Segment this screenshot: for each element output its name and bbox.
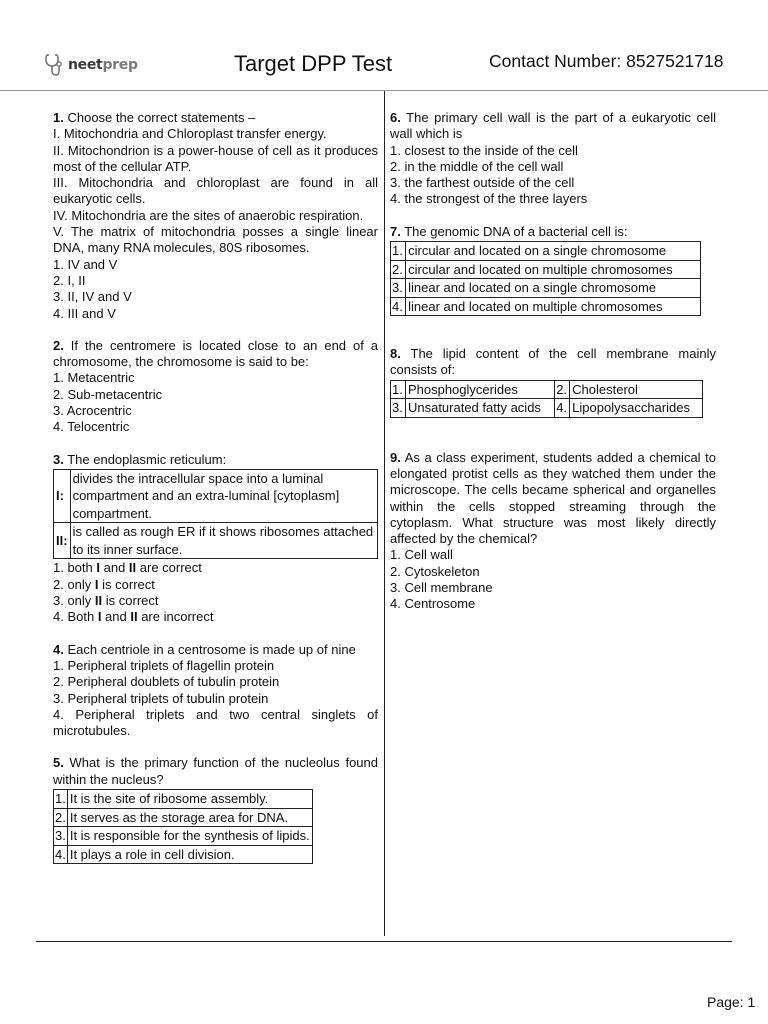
question-stem	[390, 450, 716, 548]
question-number: 6.	[390, 110, 401, 125]
statement: V. The matrix of mitochondria posses a single linear DNA, many RNA molecules, 80S ribosomes.	[53, 224, 378, 256]
answer-option: 2. Peripheral doublets of tubulin protein	[53, 674, 280, 690]
options-table	[53, 789, 313, 864]
answer-option: 4. Centrosome	[390, 596, 476, 612]
statement-text: divides the intracellular space into a luminal compartment and an extra-luminal [cytoplasm] compartment.	[70, 469, 377, 523]
question-6	[390, 110, 716, 208]
answer-option: 2. I, II	[53, 272, 86, 288]
question-text: Each centriole in a centrosome is made up of nine	[67, 641, 356, 657]
statement-label: II:	[54, 523, 71, 559]
question-number: 9.	[390, 449, 401, 465]
question-text: If the centromere is located close to an end of a chromosome, the chromosome is said to be:	[53, 337, 378, 370]
question-3	[53, 452, 378, 626]
question-text: The genomic DNA of a bacterial cell is:	[404, 223, 628, 239]
answer-option: 2. in the middle of the cell wall	[390, 158, 564, 174]
question-text: The lipid content of the cell membrane mainly consists of:	[390, 346, 716, 378]
statement: IV. Mitochondria are the sites of anaerobic respiration.	[53, 207, 364, 223]
column-divider	[384, 91, 385, 936]
statement-text: is called as rough ER if it shows ribosomes attached to its inner surface.	[70, 523, 377, 559]
option-text: It plays a role in cell division.	[67, 845, 312, 864]
option-number: 4.	[55, 846, 66, 862]
options-table	[390, 380, 703, 418]
answer-option: 3. Cell membrane	[390, 580, 493, 596]
answer-option: 4. Peripheral triplets and two central singlets of microtubules.	[53, 706, 378, 739]
option-text: Phosphoglycerides	[405, 380, 554, 399]
statement-table	[53, 469, 378, 560]
statement-row	[54, 523, 378, 559]
question-number: 2.	[53, 337, 64, 353]
option-row	[54, 790, 313, 809]
question-stem	[53, 110, 378, 126]
question-stem	[390, 346, 716, 379]
option-text: Lipopolysaccharides	[570, 399, 703, 418]
option-number: 1.	[391, 242, 406, 261]
option-text: Cholesterol	[570, 380, 703, 399]
option-row	[391, 260, 701, 279]
question-stem	[53, 642, 378, 658]
options-table	[390, 241, 701, 316]
question-number: 8.	[390, 346, 401, 362]
question-text: As a class experiment, students added a chemical to elongated protist cells as they watched them under the microscope. The cells became spherical and organelles within the cells stopped streaming through the cytoplasm. What structure was most likely directly affected by the chemical?	[390, 449, 716, 547]
option-text: linear and located on multiple chromosomes	[406, 297, 701, 316]
option-number: 2.	[391, 260, 406, 279]
answer-option: 1. Cell wall	[390, 547, 453, 563]
statement: I. Mitochondria and Chloroplast transfer energy.	[53, 126, 327, 142]
question-text: The endoplasmic reticulum:	[67, 451, 227, 467]
answer-option: 2. only I is correct	[53, 576, 155, 592]
page-header	[0, 0, 768, 91]
answer-option: 4. III and V	[53, 305, 116, 321]
option-number: 3.	[55, 828, 66, 843]
option-number: 2.	[55, 809, 66, 825]
answer-option: 1. Metacentric	[53, 370, 135, 386]
question-stem	[390, 224, 716, 240]
question-text: Choose the correct statements –	[67, 110, 256, 125]
statement: II. Mitochondrion is a power-house of cell as it produces most of the cellular ATP.	[53, 142, 378, 174]
option-row	[391, 380, 703, 399]
answer-option: 4. Telocentric	[53, 419, 130, 435]
answer-option: 3. only II is correct	[53, 593, 159, 609]
question-8	[390, 346, 716, 418]
question-number: 3.	[53, 451, 64, 467]
option-text: It is responsible for the synthesis of lipids.	[67, 827, 312, 846]
answer-option: 1. Peripheral triplets of flagellin protein	[53, 657, 275, 673]
neetprep-logo	[44, 52, 138, 78]
option-row	[54, 827, 313, 846]
answer-option: 1. IV and V	[53, 256, 118, 272]
question-stem	[53, 452, 378, 468]
option-number: 4.	[391, 297, 406, 316]
option-text: circular and located on multiple chromosomes	[406, 260, 701, 279]
option-number: 3.	[391, 279, 406, 298]
option-text: linear and located on a single chromosome	[406, 279, 701, 298]
left-column	[53, 110, 378, 880]
option-text: It serves as the storage area for DNA.	[67, 808, 312, 827]
option-text: Unsaturated fatty acids	[405, 399, 554, 418]
page-number: Page: 1	[707, 994, 756, 1010]
question-stem	[53, 338, 378, 371]
question-text: What is the primary function of the nucleolus found within the nucleus?	[53, 755, 378, 787]
option-row	[391, 399, 703, 418]
question-stem	[390, 110, 716, 143]
answer-option: 3. Peripheral triplets of tubulin protein	[53, 690, 269, 706]
logo-word-prep: prep	[102, 56, 138, 73]
footer-rule	[36, 941, 732, 942]
stethoscope-icon	[44, 52, 66, 78]
question-1	[53, 110, 378, 322]
answer-option: 2. Cytoskeleton	[390, 563, 480, 579]
option-number: 1.	[391, 380, 406, 399]
answer-option: 4. the strongest of the three layers	[390, 191, 588, 207]
question-4	[53, 642, 378, 740]
question-2	[53, 338, 378, 436]
page-title: Target DPP Test	[234, 51, 393, 76]
option-row	[391, 297, 701, 316]
question-9	[390, 450, 716, 613]
question-5	[53, 755, 378, 864]
answer-option: 4. Both I and II are incorrect	[53, 609, 214, 625]
option-text: circular and located on a single chromosome	[406, 242, 701, 261]
logo-wordmark	[68, 57, 138, 73]
option-number: 4.	[555, 399, 570, 418]
option-row	[54, 808, 313, 827]
option-number: 2.	[555, 380, 570, 399]
answer-option: 3. the farthest outside of the cell	[390, 175, 575, 191]
option-row	[391, 279, 701, 298]
statement-row	[54, 469, 378, 523]
contact-number: Contact Number: 8527521718	[489, 51, 724, 71]
option-number: 3.	[391, 399, 406, 418]
right-column	[390, 110, 716, 629]
question-text: The primary cell wall is the part of a eukaryotic cell wall which is	[390, 110, 716, 142]
statement-label: I:	[54, 469, 71, 523]
question-number: 5.	[53, 755, 64, 771]
question-7	[390, 224, 716, 316]
answer-option: 3. II, IV and V	[53, 289, 132, 305]
option-text: It is the site of ribosome assembly.	[67, 790, 312, 809]
statement: III. Mitochondria and chloroplast are found in all eukaryotic cells.	[53, 175, 378, 207]
answer-option: 3. Acrocentric	[53, 403, 132, 419]
question-number: 4.	[53, 641, 64, 657]
question-number: 1.	[53, 110, 64, 125]
answer-option: 2. Sub-metacentric	[53, 386, 163, 402]
question-number: 7.	[390, 223, 401, 239]
question-stem	[53, 755, 378, 788]
answer-option: 1. both I and II are correct	[53, 560, 202, 576]
option-number: 1.	[55, 791, 66, 806]
logo-word-neet: neet	[68, 56, 103, 73]
option-row	[54, 845, 313, 864]
answer-option: 1. closest to the inside of the cell	[390, 142, 578, 158]
option-row	[391, 242, 701, 261]
